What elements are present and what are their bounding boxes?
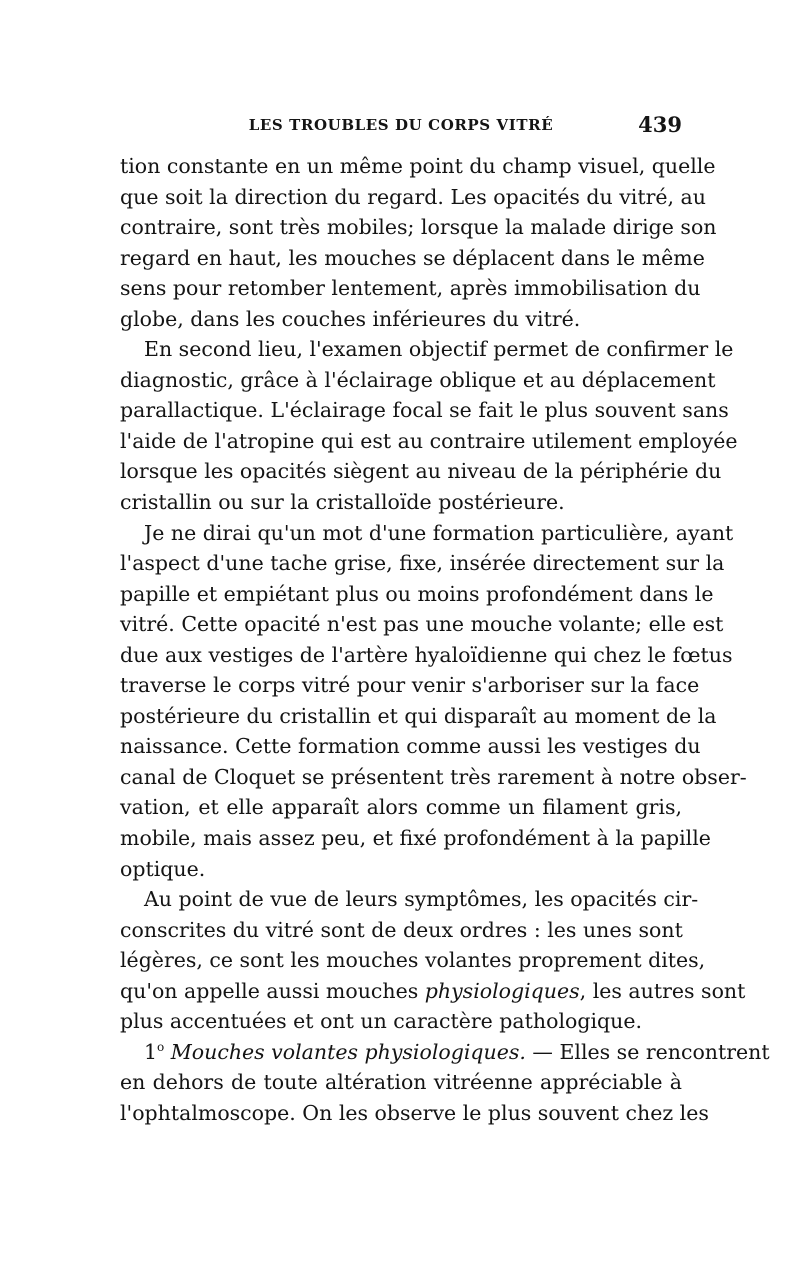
italic-term: physiologiques <box>424 978 580 1003</box>
text-line: parallactique. L'éclairage focal se fait le plus souvent sans <box>120 398 729 423</box>
text-line: tion constante en un même point du champ visuel, quelle <box>120 154 716 178</box>
text-line: diagnostic, grâce à l'éclairage oblique et au déplacement <box>120 367 716 392</box>
text-line: que soit la direction du regard. Les opacités du vitré, au <box>120 184 706 209</box>
text-line: mobile, mais assez peu, et fixé profondément à la papille <box>120 826 711 851</box>
ordinal-mark: o <box>157 1040 165 1055</box>
text-run: qu'on appelle aussi mouches <box>120 978 425 1003</box>
text-line: postérieure du cristallin et qui disparaît au moment de la <box>120 703 717 728</box>
text-run: — Elles se rencontrent <box>525 1039 770 1064</box>
text-line: vitré. Cette opacité n'est pas une mouche volante; elle est <box>120 612 724 637</box>
text-line: l'aide de l'atropine qui est au contraire utilement employée <box>120 428 738 453</box>
section-heading-line <box>120 1037 770 1068</box>
running-title: LES TROUBLES DU CORPS VITRÉ <box>248 116 554 134</box>
text-line: Au point de vue de leurs symptômes, les opacités cir- <box>144 887 699 912</box>
text-line: lorsque les opacités siègent au niveau de la périphérie du <box>120 459 722 484</box>
text-line: naissance. Cette formation comme aussi les vestiges du <box>120 734 701 759</box>
text-line: l'aspect d'une tache grise, fixe, insérée directement sur la <box>120 551 725 576</box>
text-line: En second lieu, l'examen objectif permet de confirmer le <box>144 337 734 362</box>
text-line: plus accentuées et ont un caractère pathologique. <box>120 1009 642 1034</box>
running-head <box>120 112 682 142</box>
text-line: globe, dans les couches inférieures du vitré. <box>120 306 581 331</box>
section-number: 1 <box>144 1039 158 1064</box>
text-line: optique. <box>120 856 206 881</box>
text-line: papille et empiétant plus ou moins profondément dans le <box>120 581 714 606</box>
body-text <box>120 151 770 1129</box>
text-line: traverse le corps vitré pour venir s'arboriser sur la face <box>120 673 700 698</box>
section-title: Mouches volantes physiologiques. <box>164 1039 526 1064</box>
text-line: contraire, sont très mobiles; lorsque la malade dirige son <box>120 215 717 240</box>
text-line: en dehors de toute altération vitréenne appréciable à <box>120 1070 682 1095</box>
text-line: conscrites du vitré sont de deux ordres : les unes sont <box>120 917 683 942</box>
text-line: vation, et elle apparaît alors comme un filament gris, <box>120 795 682 820</box>
text-run: , les autres sont <box>579 978 746 1003</box>
text-line: Je ne dirai qu'un mot d'une formation particulière, ayant <box>144 520 734 545</box>
text-line: canal de Cloquet se présentent très rarement à notre obser- <box>120 764 747 789</box>
text-line: regard en haut, les mouches se déplacent dans le même <box>120 245 705 270</box>
text-line: sens pour retomber lentement, après immobilisation du <box>120 276 701 301</box>
page-number: 439 <box>638 112 682 137</box>
text-line <box>120 976 746 1007</box>
text-line: l'ophtalmoscope. On les observe le plus souvent chez les <box>120 1100 709 1125</box>
text-line: légères, ce sont les mouches volantes proprement dites, <box>120 948 706 973</box>
text-line: cristallin ou sur la cristalloïde postérieure. <box>120 490 565 515</box>
text-line: due aux vestiges de l'artère hyaloïdienne qui chez le fœtus <box>120 642 733 667</box>
